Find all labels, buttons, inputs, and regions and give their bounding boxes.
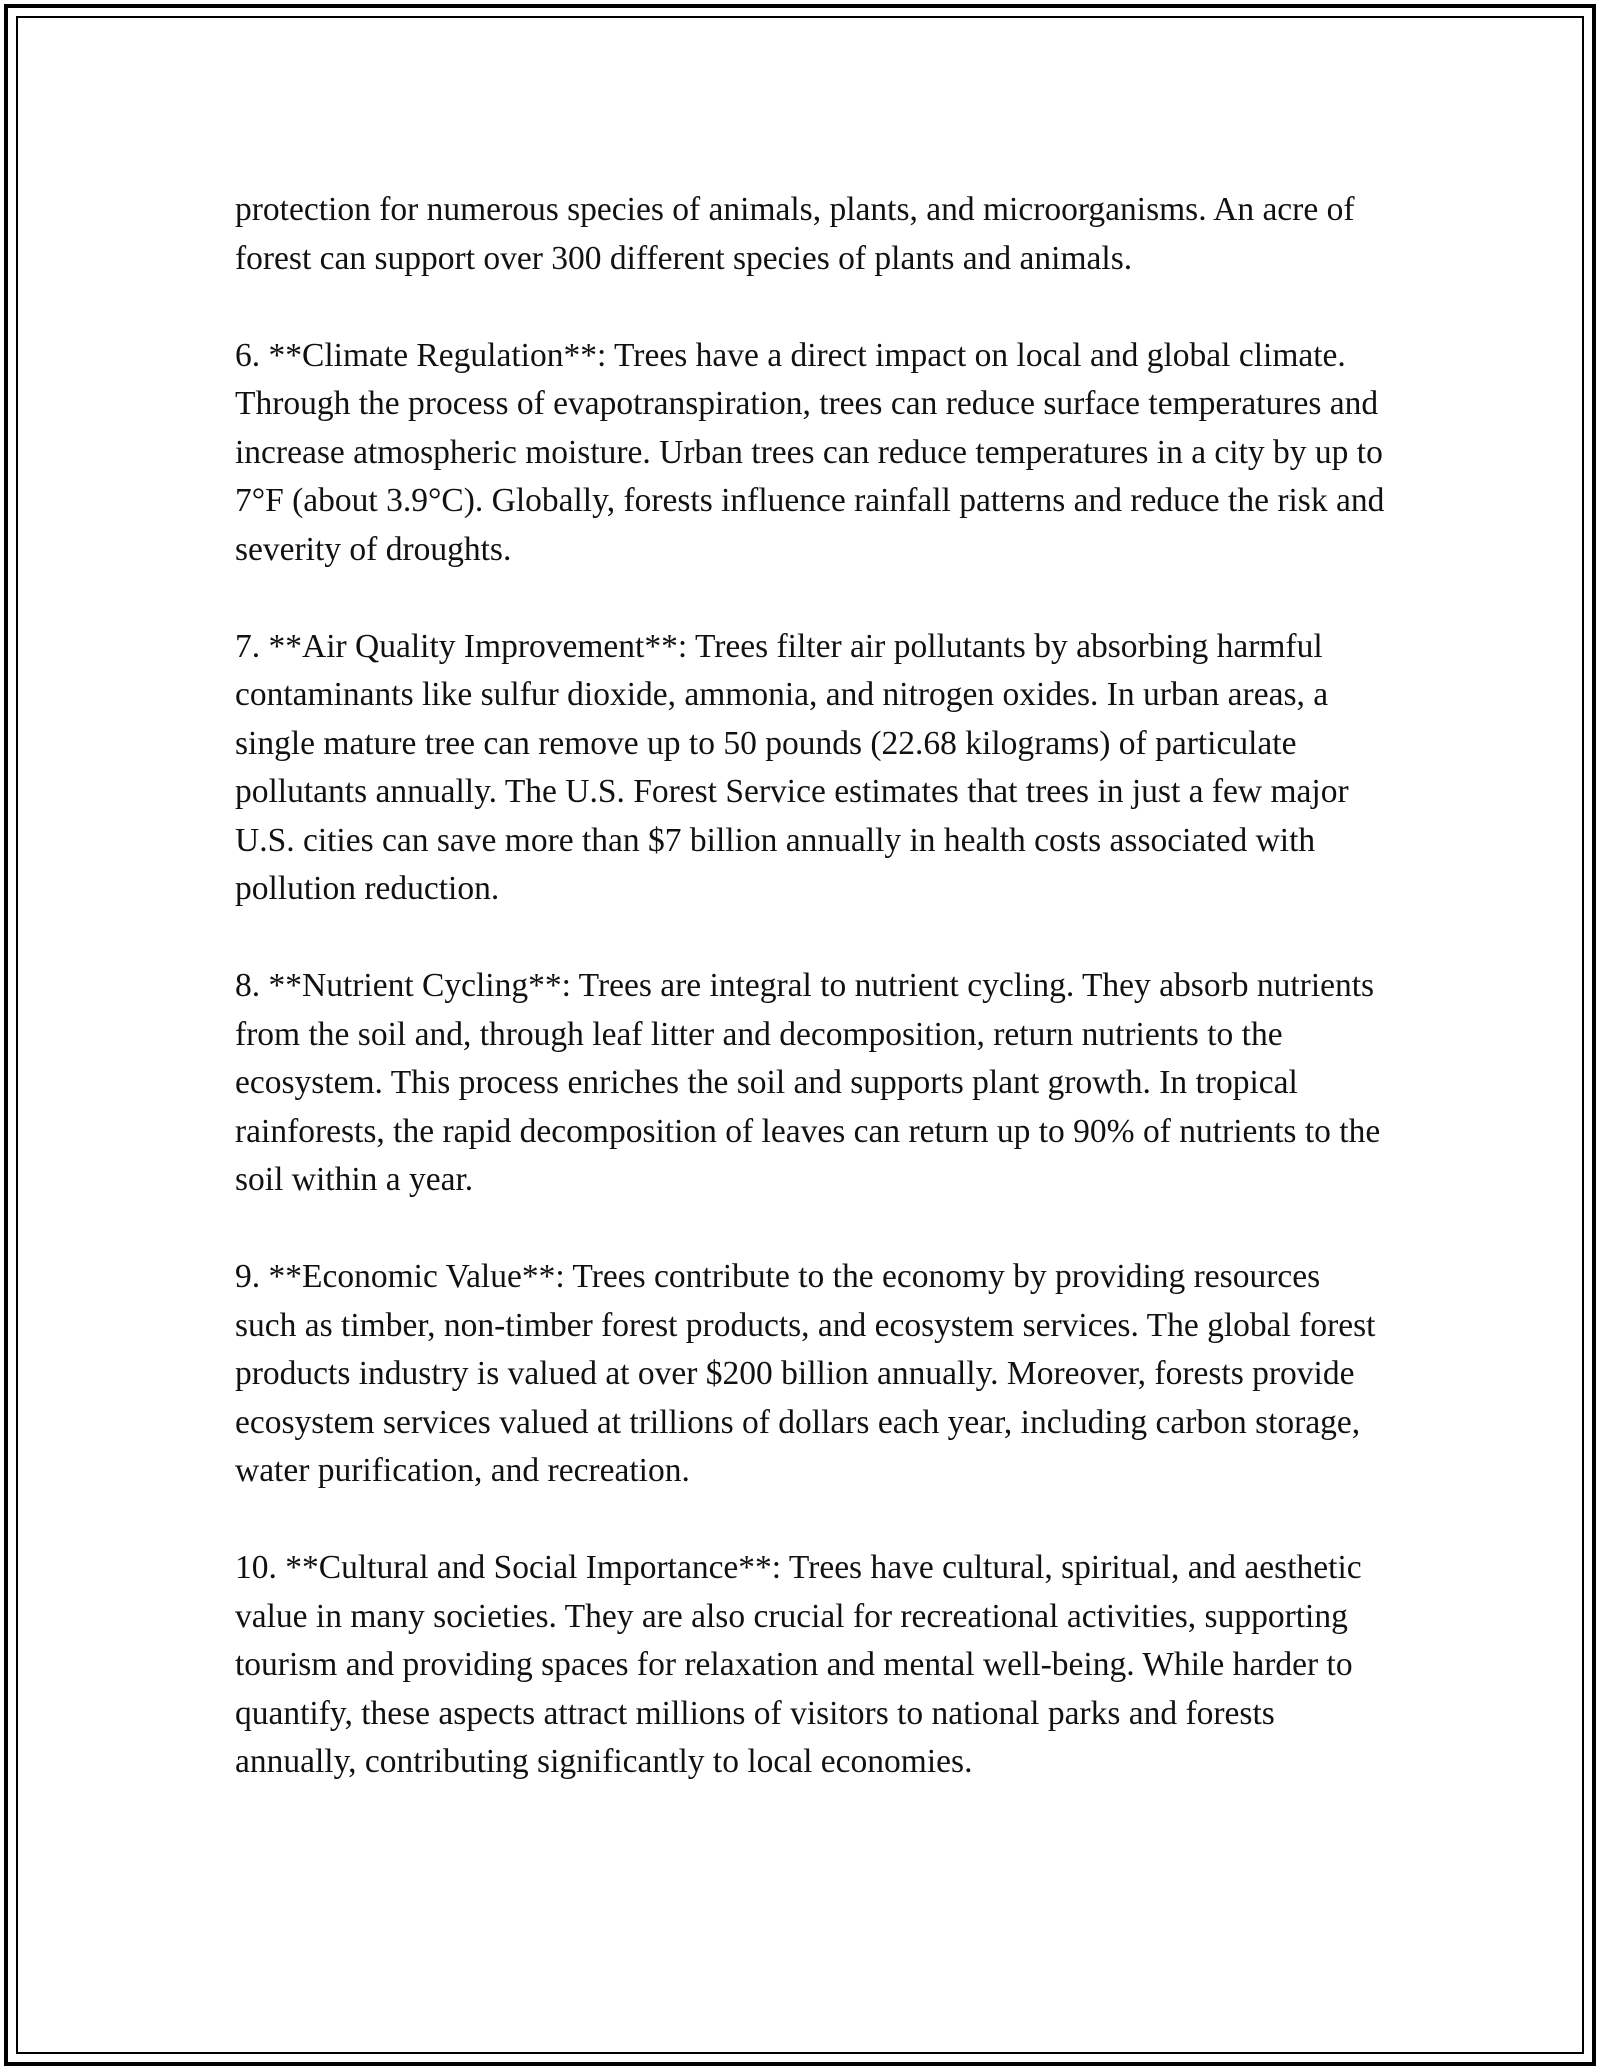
paragraph-climate-regulation: 6. **Climate Regulation**: Trees have a direct impact on local and global climate. Through the process of evapotranspiration, trees can reduce surface temperatures and increase atmospheric moisture. Urban trees can reduce temperatures in a city by up to 7°F (about 3.9°C). Globally, forests influence rainfall patterns and reduce the risk and severity of droughts.: [235, 336, 1385, 568]
paragraph-nutrient-cycling: 8. **Nutrient Cycling**: Trees are integral to nutrient cycling. They absorb nutrients from the soil and, through leaf litter and decomposition, return nutrients to the ecosystem. This process enriches the soil and supports plant growth. In tropical rainforests, the rapid decomposition of leaves can return up to 90% of nutrients to the soil within a year.: [235, 967, 1381, 1198]
paragraph-economic-value: 9. **Economic Value**: Trees contribute to the economy by providing resources such as timber, non-timber forest products, and ecosystem services. The global forest products industry is valued at over $200 billion annually. Moreover, forests provide ecosystem services valued at trillions of dollars each year, including carbon storage, water purification, and recreation.: [235, 1258, 1376, 1489]
document-body: [235, 186, 1385, 1835]
paragraph-air-quality: 7. **Air Quality Improvement**: Trees filter air pollutants by absorbing harmful contaminants like sulfur dioxide, ammonia, and nitrogen oxides. In urban areas, a single mature tree can remove up to 50 pounds (22.68 kilograms) of particulate pollutants annually. The U.S. Forest Service estimates that trees in just a few major U.S. cities can save more than $7 billion annually in health costs associated with pollution reduction.: [235, 627, 1349, 907]
paragraph-cultural-importance: 10. **Cultural and Social Importance**: Trees have cultural, spiritual, and aesthetic value in many societies. They are also crucial for recreational activities, supporting tourism and providing spaces for relaxation and mental well-being. While harder to quantify, these aspects attract millions of visitors to national parks and forests annually, contributing significantly to local economies.: [235, 1549, 1362, 1780]
paragraph-continuation: protection for numerous species of animals, plants, and microorganisms. An acre of forest can support over 300 different species of plants and animals.: [235, 191, 1355, 277]
